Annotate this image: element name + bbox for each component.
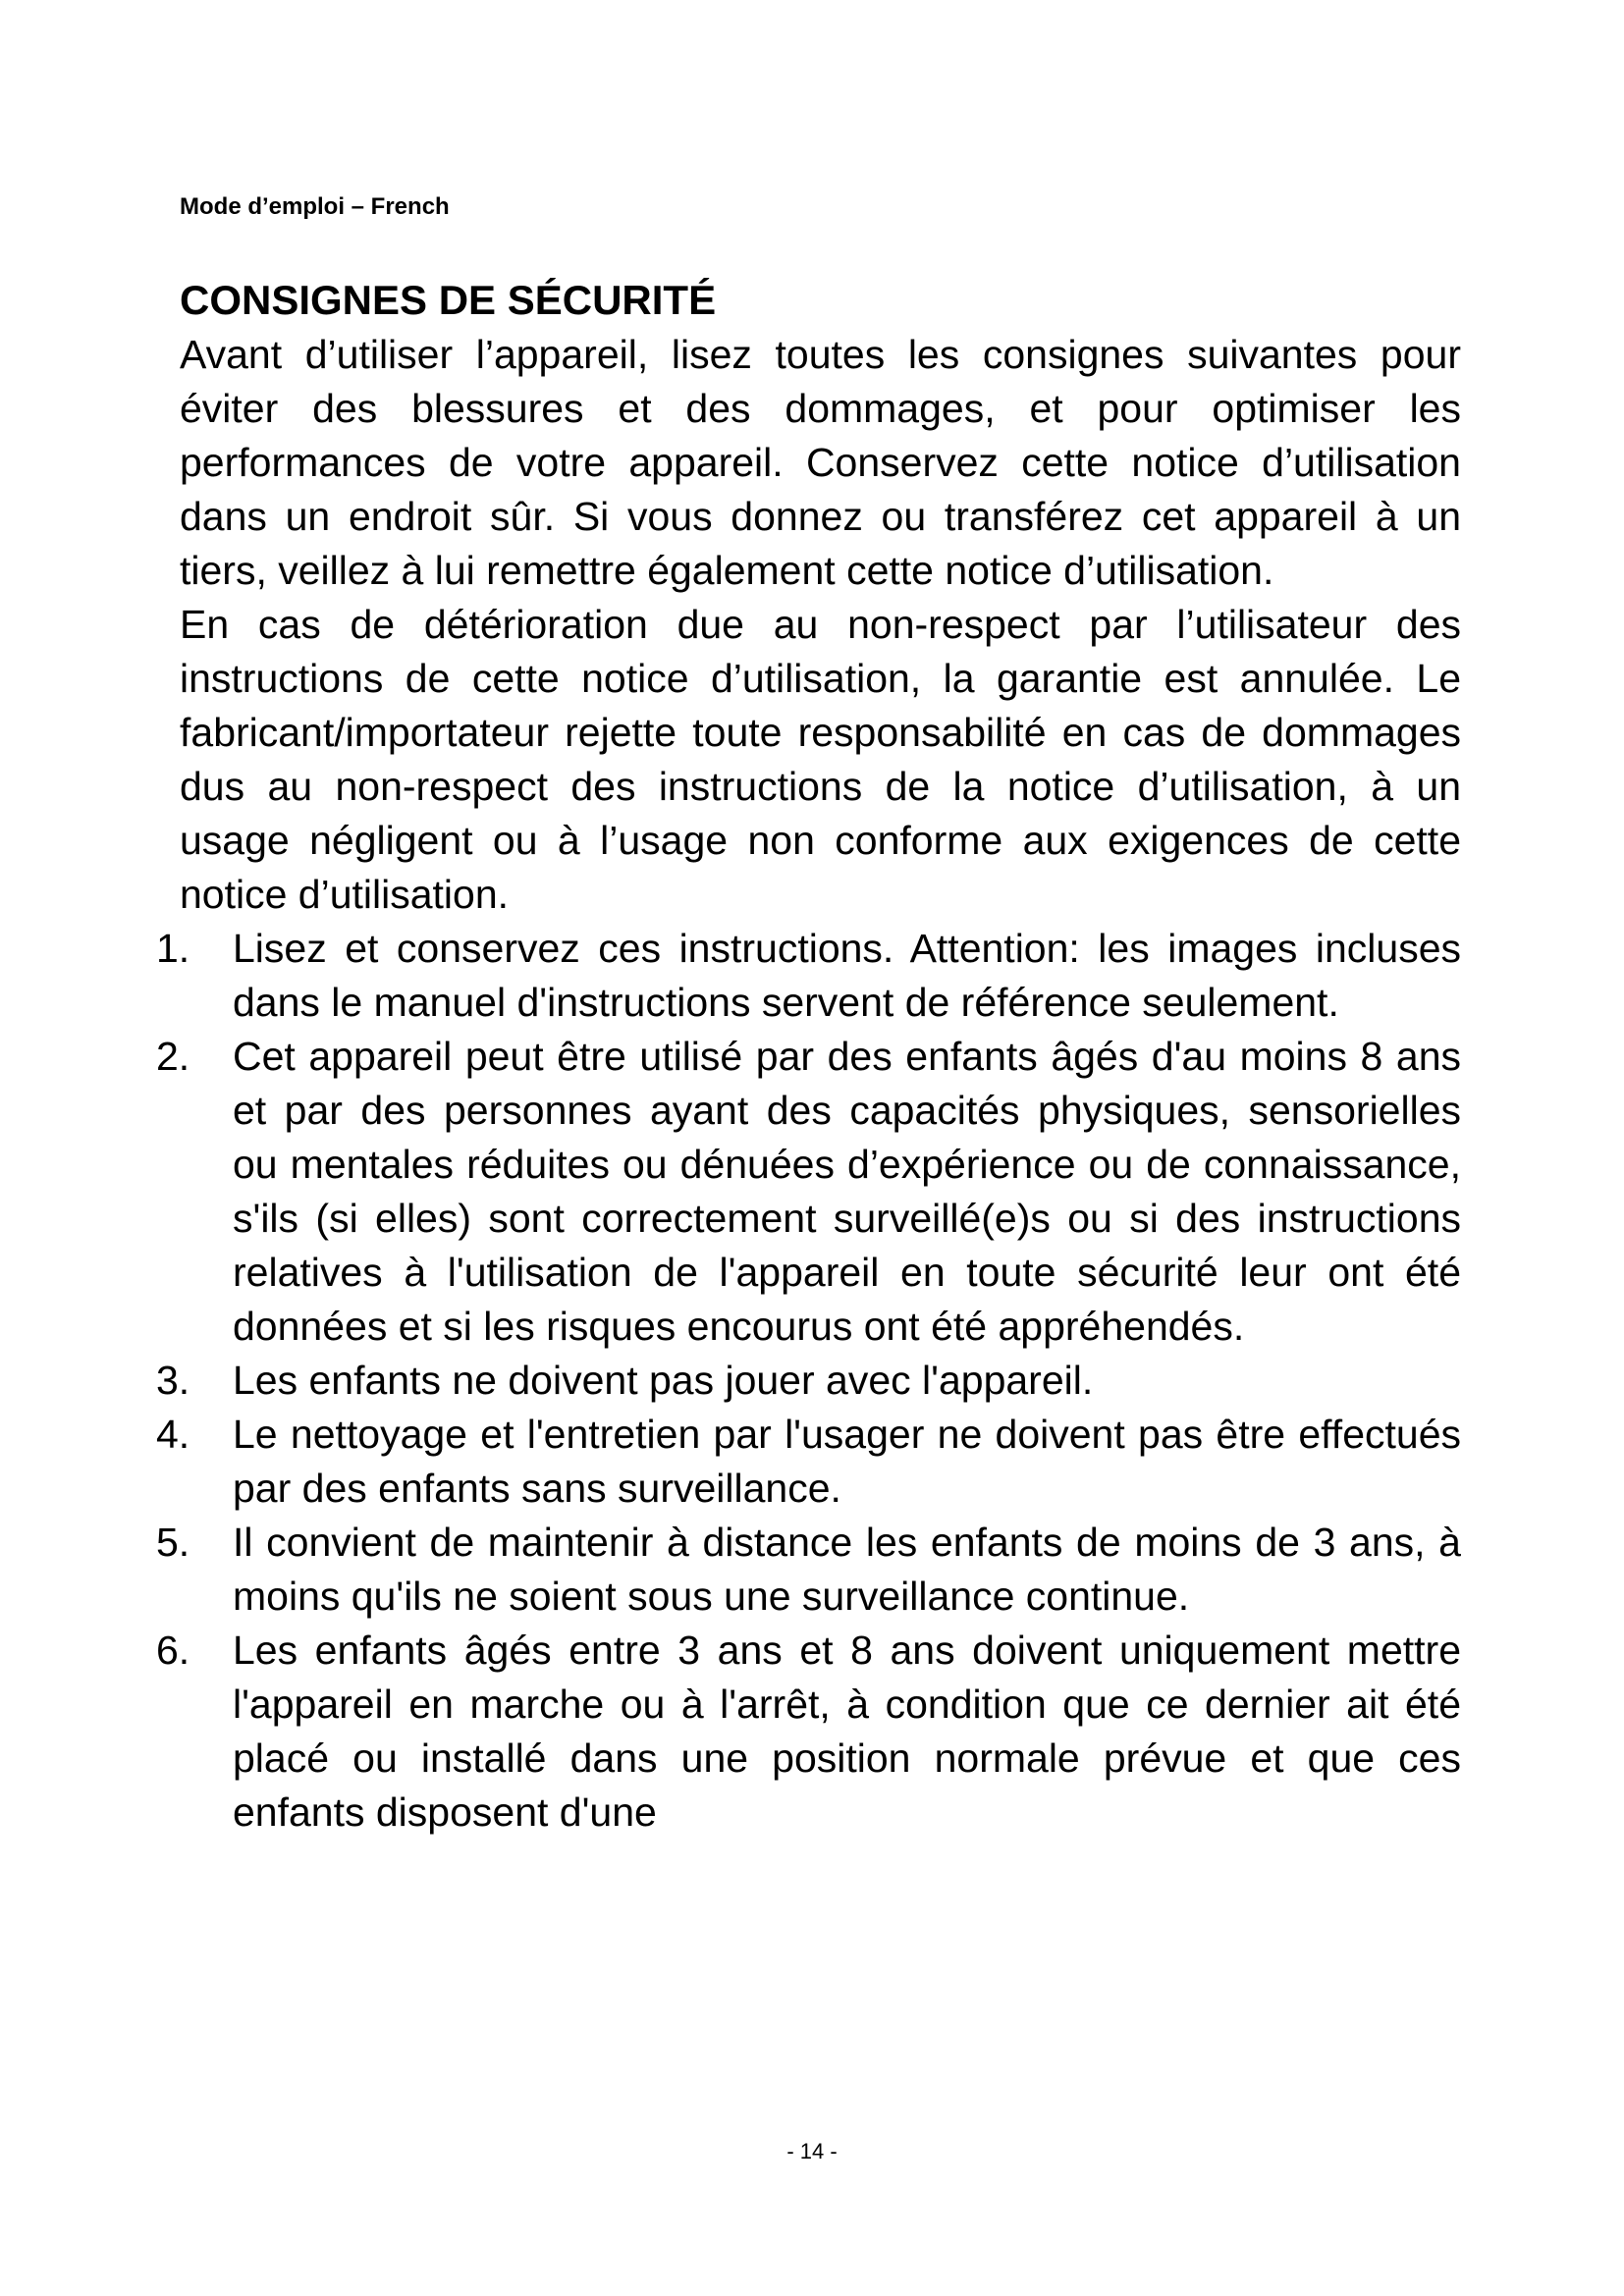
list-item-text: Lisez et conservez ces instructions. Attention: les images incluses dans le manuel d'instructions servent de référence seulement.	[233, 926, 1461, 1025]
list-item-number: 6.	[156, 1628, 190, 1673]
list-item-number: 3.	[156, 1358, 190, 1403]
page-number: - 14 -	[786, 2139, 838, 2163]
list-item	[156, 1516, 1461, 1624]
list-item	[156, 1030, 1461, 1354]
list-item-text: Les enfants âgés entre 3 ans et 8 ans doivent uniquement mettre l'appareil en marche ou à l'arrêt, à condition que ce dernier ait été placé ou installé dans une position normale prévue et que ces enfants disposent d'une	[233, 1628, 1461, 1835]
list-item-text: Le nettoyage et l'entretien par l'usager ne doivent pas être effectués par des enfants sans surveillance.	[233, 1412, 1461, 1511]
safety-section	[156, 273, 1461, 1840]
list-item-number: 1.	[156, 926, 190, 971]
list-item	[156, 922, 1461, 1030]
list-item-text: Il convient de maintenir à distance les enfants de moins de 3 ans, à moins qu'ils ne soient sous une surveillance continue.	[233, 1520, 1461, 1619]
list-item	[156, 1408, 1461, 1516]
safety-instructions-list	[156, 922, 1461, 1840]
intro-paragraph: Avant d’utiliser l’appareil, lisez toutes les consignes suivantes pour éviter des blessures et des dommages, et pour optimiser les performances de votre appareil. Conservez cette notice d’utilisation dans un endroit sûr. Si vous donnez ou transférez cet appareil à un tiers, veillez à lui remettre également cette notice d’utilisation.	[180, 332, 1461, 593]
list-item-text: Cet appareil peut être utilisé par des enfants âgés d'au moins 8 ans et par des personnes ayant des capacités physiques, sensorielles ou mentales réduites ou dénuées d’expérience ou de connaissance, s'ils (si elles) sont correctement surveillé(e)s ou si des instructions relatives à l'utilisation de l'appareil en toute sécurité leur ont été données et si les risques encourus ont été appréhendés.	[233, 1034, 1461, 1349]
list-item-text: Les enfants ne doivent pas jouer avec l'appareil.	[233, 1358, 1094, 1403]
warranty-paragraph: En cas de détérioration due au non-respect par l’utilisateur des instructions de cette notice d’utilisation, la garantie est annulée. Le fabricant/importateur rejette toute responsabilité en cas de dommages dus au non-respect des instructions de la notice d’utilisation, à un usage négligent ou à l’usage non conforme aux exigences de cette notice d’utilisation.	[180, 602, 1461, 917]
section-title: CONSIGNES DE SÉCURITÉ	[180, 277, 717, 323]
document-header-label: Mode d’emploi – French	[180, 193, 450, 220]
list-item-number: 2.	[156, 1034, 190, 1079]
list-item-number: 4.	[156, 1412, 190, 1457]
list-item	[156, 1354, 1461, 1408]
list-item-number: 5.	[156, 1520, 190, 1565]
list-item	[156, 1624, 1461, 1840]
